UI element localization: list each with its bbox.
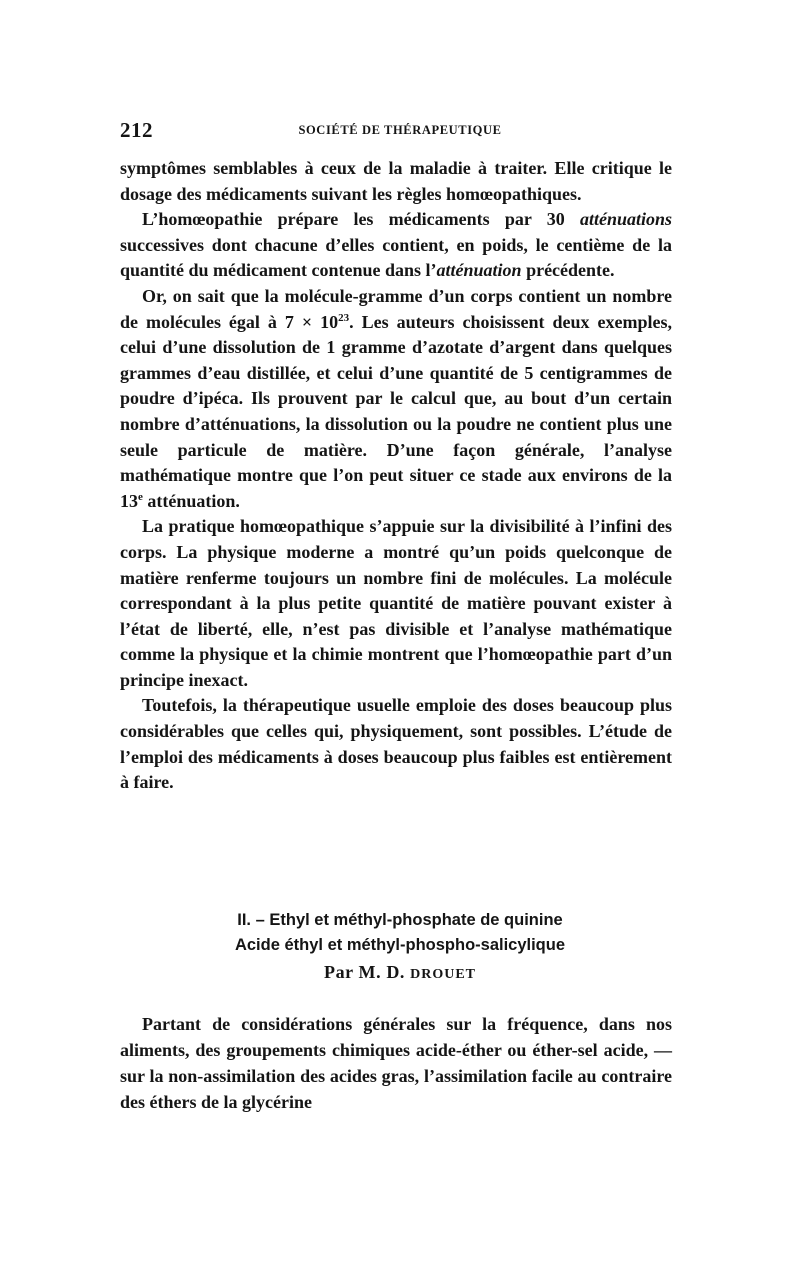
section-title-line-2: Acide éthyl et méthyl-phospho-salicylique <box>234 936 566 954</box>
body-text-2 <box>120 1011 672 1115</box>
paragraph-5: Toutefois, la thérapeutique usuelle emploie des doses beaucoup plus considérables que celles qui, physiquement, sont possibles. L’étude de l’emploi des médicaments à doses beaucoup plus faibles est entièrement à faire. <box>120 695 672 793</box>
paragraph-3 <box>120 284 672 514</box>
paragraph-4: La pratique homœopathique s’appuie sur la divisibilité à l’infini des corps. La physique moderne a montré qu’un poids quelconque de matière renferme toujours un nombre fini de molécules. La molécule correspondant à la plus petite quantité de matière pouvant exister à l’état de liberté, elle, n’est pas divisible et l’analyse mathématique comme la physique et la chimie montrent que l’homœopathie part d’un principe inexact. <box>120 516 672 690</box>
paragraph-3-text-b: . Les auteurs choisissent deux exemples, celui d’une dissolution de 1 gramme d’azotate d’argent dans quelques grammes d’eau distillée, et celui d’une quantité de 5 centigrammes de poudre d’ipéca. Ils prouvent par le calcul que, au bout d’un certain nombre d’atténuations, la dissolution ou la poudre ne contient plus une seule particule de matière. D’une façon générale, l’analyse mathématique montre que l’on peut situer ce stade aux environs de la 13 <box>120 311 673 511</box>
section-title-line-1: II. – Ethyl et méthyl-phosphate de quinine <box>237 911 563 929</box>
section-title <box>120 908 680 958</box>
paragraph-2-text-a: L’homœopathie prépare les médicaments par 30 <box>142 209 580 230</box>
exponent: 23 <box>338 311 350 324</box>
page-number: 212 <box>120 118 153 142</box>
body-text <box>120 156 672 796</box>
paragraph-2-text-c: précédente. <box>521 260 615 281</box>
paragraph-6: Partant de considérations générales sur la fréquence, dans nos aliments, des groupements chimiques acide-éther ou éther-sel acide, — sur la non-assimilation des acides gras, l’assimilation facile au contraire des éthers de la glycérine <box>120 1014 672 1112</box>
paragraph-2-italic-a: atténuations <box>579 209 672 230</box>
paragraph-1: symptômes semblables à ceux de la maladie à traiter. Elle critique le dosage des médicaments suivant les règles homœopathiques. <box>120 158 672 204</box>
paragraph-2-italic-b: atténuation <box>436 260 522 281</box>
ordinal-suffix: e <box>138 490 143 503</box>
paragraph-3-text-c: atténuation. <box>142 490 240 511</box>
author-name: DROUET <box>410 967 477 982</box>
author-line <box>120 962 680 983</box>
author-prefix: Par M. D. <box>323 962 411 982</box>
paragraph-3-text-a: Or, on sait que la molécule-gramme d’un corps contient un nombre de molécules égal à 7 × 10 <box>120 285 672 332</box>
page-header <box>120 118 680 140</box>
paragraph-2 <box>120 207 672 284</box>
paragraph-2-text-b: successives dont chacune d’elles contient, en poids, le centième de la quantité du médicament contenue dans l’ <box>120 234 672 281</box>
running-head: SOCIÉTÉ DE THÉRAPEUTIQUE <box>298 123 502 137</box>
